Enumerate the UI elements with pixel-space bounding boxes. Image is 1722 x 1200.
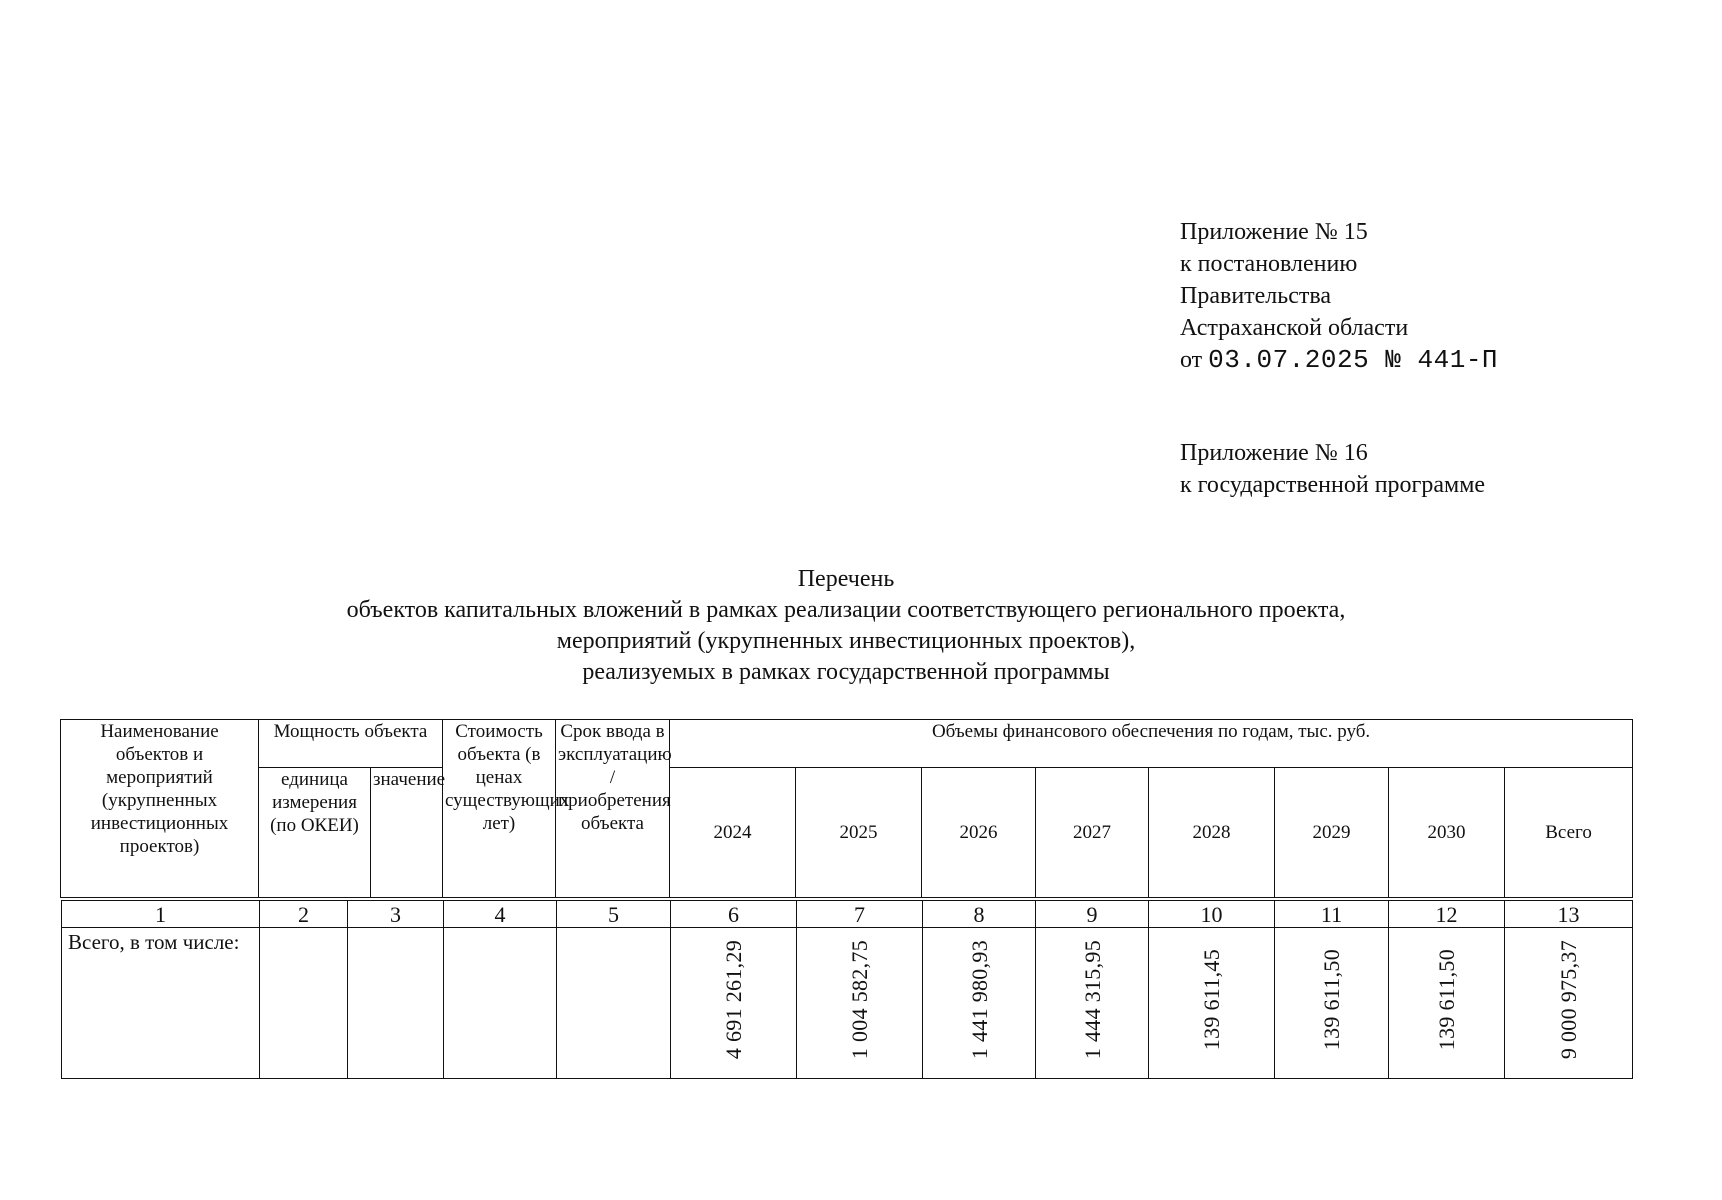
row-value bbox=[348, 928, 444, 1079]
column-number: 3 bbox=[348, 901, 444, 928]
header-year-2028: 2028 bbox=[1149, 768, 1275, 898]
amount-2024: 4 691 261,29 bbox=[721, 940, 746, 1060]
column-number: 13 bbox=[1505, 901, 1633, 928]
column-number: 12 bbox=[1389, 901, 1505, 928]
title-line-1: Перечень bbox=[797, 566, 895, 592]
table-row bbox=[62, 928, 1633, 1079]
appendix-15-block bbox=[1180, 216, 1498, 376]
amount-2028: 139 611,45 bbox=[1199, 949, 1224, 1051]
header-year-2029: 2029 bbox=[1275, 768, 1389, 898]
amount-2030-cell bbox=[1389, 928, 1505, 1079]
amount-total: 9 000 975,37 bbox=[1556, 940, 1581, 1060]
appendix-15-line4: Астраханской области bbox=[1180, 315, 1409, 341]
header-commissioning-term: Срок ввода в эксплуатацию / приобретения объекта bbox=[556, 720, 670, 898]
header-object-name: Наименование объектов и мероприятий (укрупненных инвестиционных проектов) bbox=[61, 720, 259, 898]
decree-date-number-stamp: 03.07.2025 № 441-П bbox=[1208, 345, 1499, 375]
header-year-2026: 2026 bbox=[922, 768, 1036, 898]
amount-2025-cell bbox=[797, 928, 923, 1079]
table-body bbox=[61, 927, 1633, 1079]
header-value: значение bbox=[371, 768, 443, 898]
header-year-2027: 2027 bbox=[1036, 768, 1149, 898]
header-year-2024: 2024 bbox=[670, 768, 796, 898]
header-cost: Стоимость объекта (в ценах существующих лет) bbox=[443, 720, 556, 898]
date-from-label: от bbox=[1180, 347, 1203, 373]
amount-2027-cell bbox=[1036, 928, 1149, 1079]
column-number: 4 bbox=[444, 901, 557, 928]
amount-2027: 1 444 315,95 bbox=[1079, 940, 1105, 1060]
amount-2030: 139 611,50 bbox=[1434, 949, 1459, 1051]
amount-total-cell bbox=[1505, 928, 1633, 1079]
column-number: 8 bbox=[923, 901, 1036, 928]
appendix-16-title: Приложение № 16 bbox=[1180, 440, 1368, 466]
header-funding-volumes: Объемы финансового обеспечения по годам, тыс. руб. bbox=[670, 720, 1633, 768]
column-number: 5 bbox=[557, 901, 671, 928]
row-term bbox=[557, 928, 671, 1079]
title-line-3: мероприятий (укрупненных инвестиционных проектов), bbox=[556, 628, 1136, 654]
title-line-4: реализуемых в рамках государственной программы bbox=[582, 659, 1110, 685]
appendix-16-line2: к государственной программе bbox=[1180, 472, 1486, 498]
appendix-15-line3: Правительства bbox=[1180, 283, 1332, 309]
header-unit: единица измерения (по ОКЕИ) bbox=[259, 768, 371, 898]
column-number: 2 bbox=[260, 901, 348, 928]
amount-2029-cell bbox=[1275, 928, 1389, 1079]
amount-2026-cell bbox=[923, 928, 1036, 1079]
table-column-numbers bbox=[61, 900, 1633, 928]
appendix-15-title: Приложение № 15 bbox=[1180, 219, 1368, 245]
header-year-2025: 2025 bbox=[796, 768, 922, 898]
document-title bbox=[0, 564, 1692, 688]
amount-2024-cell bbox=[671, 928, 797, 1079]
header-year-2030: 2030 bbox=[1389, 768, 1505, 898]
column-number: 7 bbox=[797, 901, 923, 928]
row-cost bbox=[444, 928, 557, 1079]
appendix-16-block bbox=[1180, 437, 1485, 501]
column-number: 10 bbox=[1149, 901, 1275, 928]
amount-2025: 1 004 582,75 bbox=[847, 940, 872, 1060]
title-line-2: объектов капитальных вложений в рамках реализации соответствующего регионального проекта, bbox=[346, 597, 1346, 623]
row-label: Всего, в том числе: bbox=[62, 928, 260, 1079]
header-total: Всего bbox=[1505, 768, 1633, 898]
column-number: 6 bbox=[671, 901, 797, 928]
column-number: 1 bbox=[62, 901, 260, 928]
header-capacity: Мощность объекта bbox=[259, 720, 443, 768]
amount-2026: 1 441 980,93 bbox=[966, 940, 992, 1060]
row-unit bbox=[260, 928, 348, 1079]
amount-2029: 139 611,50 bbox=[1319, 949, 1344, 1051]
column-number: 9 bbox=[1036, 901, 1149, 928]
amount-2028-cell bbox=[1149, 928, 1275, 1079]
column-number: 11 bbox=[1275, 901, 1389, 928]
table-header bbox=[60, 719, 1633, 898]
appendix-15-date-line bbox=[1180, 344, 1498, 376]
appendix-15-line2: к постановлению bbox=[1180, 251, 1358, 277]
